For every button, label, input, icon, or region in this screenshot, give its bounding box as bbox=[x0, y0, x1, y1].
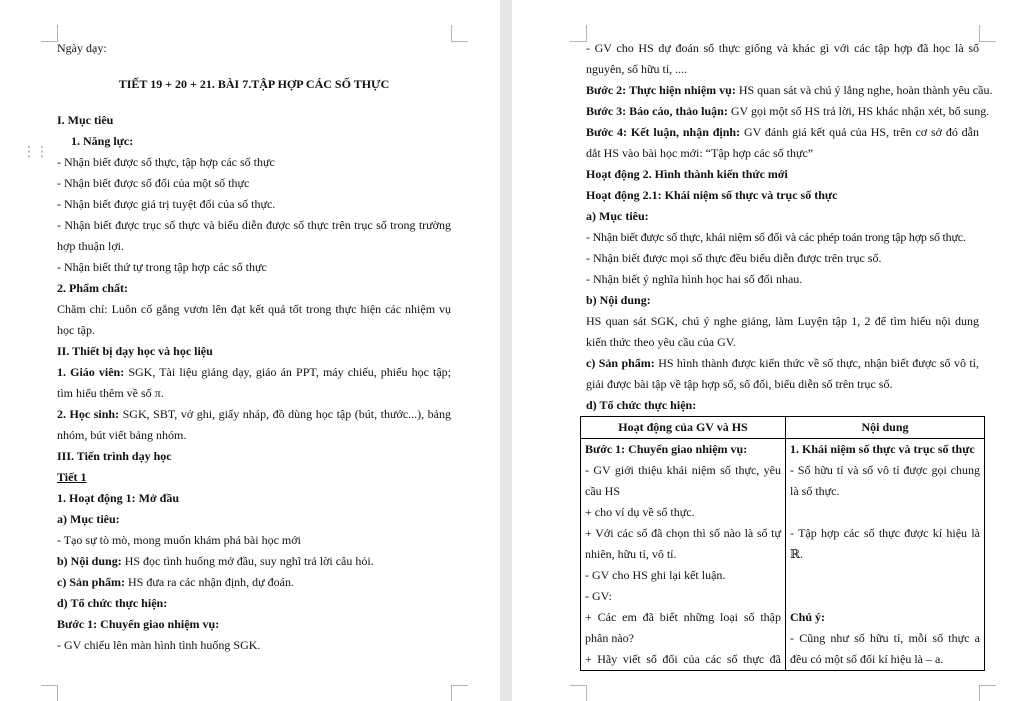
table-header-row bbox=[581, 417, 985, 439]
step1-label: Bước 1: Chuyển giao nhiệm vụ: bbox=[57, 617, 220, 631]
product-label: c) Sản phẩm: bbox=[57, 575, 126, 589]
crop-mark bbox=[979, 25, 996, 42]
lesson-title: TIẾT 19 + 20 + 21. BÀI 7.TẬP HỢP CÁC SỐ THỰC bbox=[118, 77, 390, 91]
table-header: Hoạt động của GV và HS bbox=[581, 417, 786, 439]
document-page-left bbox=[0, 0, 500, 701]
lesson-heading: Tiết 1 bbox=[57, 470, 87, 484]
activity21-heading: Hoạt động 2.1: Khái niệm số thực và trục số thực bbox=[586, 188, 838, 202]
competence-item: hợp thuận lợi. bbox=[57, 239, 125, 253]
intro-line: - GV cho HS dự đoán số thực giống và khác gì với các tập hợp đã học là số bbox=[586, 41, 979, 55]
step2-line bbox=[586, 80, 993, 101]
product-line bbox=[57, 572, 451, 593]
objective-item: - Nhận biết được số thực, khái niệm số đối và các phép toán trong tập hợp số thực. bbox=[586, 230, 966, 244]
table-header: Nội dung bbox=[786, 417, 985, 439]
quality-line: Chăm chỉ: Luôn cố gắng vươn lên đạt kết quả tốt trong thực hiện các nhiệm vụ bbox=[57, 302, 451, 316]
teacher-label: 1. Giáo viên: bbox=[57, 365, 125, 379]
right-page-content bbox=[585, 38, 993, 671]
organization-label: d) Tổ chức thực hiện: bbox=[57, 596, 168, 610]
competence-item: - Nhận biết thứ tự trong tập hợp các số thực bbox=[57, 260, 267, 274]
student-line bbox=[57, 404, 451, 425]
table-cell-line bbox=[790, 565, 980, 586]
step2-text: HS quan sát và chú ý lắng nghe, hoàn thành yêu cầu. bbox=[735, 83, 993, 97]
document-page-right bbox=[512, 0, 1011, 701]
step1-text: - GV chiếu lên màn hình tình huống SGK. bbox=[57, 638, 261, 652]
product-line bbox=[586, 353, 979, 374]
drag-handle-icon[interactable]: ⋮⋮ bbox=[22, 144, 48, 160]
table-cell-line bbox=[790, 586, 980, 607]
step3-label: Bước 3: Báo cáo, thảo luận: bbox=[586, 104, 728, 118]
crop-mark bbox=[41, 25, 58, 42]
competence-item: - Nhận biết được số đối của một số thực bbox=[57, 176, 250, 190]
product-text: HS hình thành được kiến thức về số thực, nhận biết được số vô tỉ, bbox=[654, 356, 979, 370]
competence-item: - Nhận biết được giá trị tuyệt đối của số thực. bbox=[57, 197, 276, 211]
product-text: giải được bài tập về tập hợp số, số đối, biểu diễn số trên trục số. bbox=[586, 377, 893, 391]
product-text: HS đưa ra các nhận định, dự đoán. bbox=[125, 575, 294, 589]
step4-text: dắt HS vào bài học mới: “Tập hợp các số thực” bbox=[586, 146, 814, 160]
table-cell-line: đều có một số đối kí hiệu là – a. bbox=[790, 652, 944, 666]
student-text: SGK, SBT, vở ghi, giấy nháp, đồ dùng học tập (bút, thước...), bảng bbox=[119, 407, 452, 421]
quality-heading: 2. Phẩm chất: bbox=[57, 281, 128, 295]
teacher-text: tìm hiểu thêm về số π. bbox=[57, 386, 164, 400]
crop-mark bbox=[41, 685, 58, 701]
crop-mark bbox=[979, 685, 996, 701]
table-cell-line: 1. Khái niệm số thực và trục số thực bbox=[790, 442, 975, 456]
table-cell-line: - GV: bbox=[585, 589, 612, 603]
table-cell-line: Chú ý: bbox=[790, 610, 826, 624]
process-heading: III. Tiến trình dạy học bbox=[57, 449, 172, 463]
step4-line bbox=[586, 122, 979, 143]
table-cell-line: Bước 1: Chuyển giao nhiệm vụ: bbox=[585, 442, 748, 456]
crop-mark bbox=[451, 685, 468, 701]
crop-mark bbox=[451, 25, 468, 42]
step4-text: GV đánh giá kết quả của HS, trên cơ sở đó dẫn bbox=[740, 125, 979, 139]
objective-label: a) Mục tiêu: bbox=[586, 209, 649, 223]
activity-table bbox=[580, 416, 985, 671]
objective-text: - Tạo sự tò mò, mong muốn khám phá bài học mới bbox=[57, 533, 301, 547]
competence-item: - Nhận biết được số thực, tập hợp các số thực bbox=[57, 155, 275, 169]
left-page-content bbox=[57, 38, 451, 656]
objective-item: - Nhận biết được mọi số thực đều biểu diễn được trên trục số. bbox=[586, 251, 882, 265]
crop-mark bbox=[570, 25, 587, 42]
table-cell-line: nhiên, hữu tỉ, vô tỉ. bbox=[585, 547, 677, 561]
table-cell-content bbox=[786, 439, 985, 671]
student-label: 2. Học sinh: bbox=[57, 407, 120, 421]
table-cell-line: - GV cho HS ghi lại kết luận. bbox=[585, 568, 726, 582]
page-gap bbox=[500, 0, 512, 701]
intro-line: nguyên, số hữu tỉ, .... bbox=[586, 62, 688, 76]
table-cell-line: phân nào? bbox=[585, 631, 634, 645]
organization-label: d) Tổ chức thực hiện: bbox=[586, 398, 697, 412]
table-cell-line: ℝ. bbox=[790, 547, 803, 561]
objective-label: a) Mục tiêu: bbox=[57, 512, 120, 526]
competence-heading: 1. Năng lực: bbox=[71, 134, 134, 148]
teacher-text: SGK, Tài liệu giảng dạy, giáo án PPT, máy chiếu, phiếu học tập; bbox=[124, 365, 451, 379]
quality-line: học tập. bbox=[57, 323, 95, 337]
table-cell-line: - Tập hợp các số thực được kí hiệu là bbox=[790, 526, 980, 540]
content-text: HS đọc tình huống mở đầu, suy nghĩ trả lời câu hỏi. bbox=[121, 554, 374, 568]
activity2-heading: Hoạt động 2. Hình thành kiến thức mới bbox=[586, 167, 788, 181]
competence-item: - Nhận biết được trục số thực và biểu diễn được số thực trên trục số trong trường bbox=[57, 218, 451, 232]
activity1-heading: 1. Hoạt động 1: Mở đầu bbox=[57, 491, 179, 505]
step3-text: GV gọi một số HS trả lời, HS khác nhận xét, bổ sung. bbox=[727, 104, 990, 118]
student-text: nhóm, bút viết bảng nhóm. bbox=[57, 428, 187, 442]
date-label: Ngày dạy: bbox=[57, 41, 107, 55]
table-cell-line bbox=[790, 502, 980, 523]
table-cell-line: - Số hữu tỉ và số vô tỉ được gọi chung bbox=[790, 463, 980, 477]
crop-mark bbox=[570, 685, 587, 701]
objectives-heading: I. Mục tiêu bbox=[57, 113, 114, 127]
table-cell-line: là số thực. bbox=[790, 484, 840, 498]
table-cell-line: + Các em đã biết những loại số thập bbox=[585, 610, 781, 624]
content-line bbox=[57, 551, 451, 572]
equipment-heading: II. Thiết bị dạy học và học liệu bbox=[57, 344, 213, 358]
table-cell-line: - GV giới thiệu khái niệm số thực, yêu bbox=[585, 463, 781, 477]
product-label: c) Sản phẩm: bbox=[586, 356, 655, 370]
table-cell-line: + Hãy viết số đối của các số thực đã bbox=[585, 652, 781, 666]
content-line: kiến thức theo yêu cầu của GV. bbox=[586, 335, 736, 349]
table-cell-line: + cho ví dụ về số thực. bbox=[585, 505, 695, 519]
table-cell-activities bbox=[581, 439, 786, 671]
table-cell-line: - Cũng như số hữu tỉ, mỗi số thực a bbox=[790, 631, 980, 645]
step2-label: Bước 2: Thực hiện nhiệm vụ: bbox=[586, 83, 736, 97]
table-cell-line: cầu HS bbox=[585, 484, 620, 498]
step3-line bbox=[586, 101, 990, 122]
content-label: b) Nội dung: bbox=[586, 293, 651, 307]
table-cell-line: + Với các số đã chọn thì số nào là số tự bbox=[585, 526, 781, 540]
content-label: b) Nội dung: bbox=[57, 554, 122, 568]
teacher-line bbox=[57, 362, 451, 383]
objective-item: - Nhận biết ý nghĩa hình học hai số đối nhau. bbox=[586, 272, 803, 286]
step4-label: Bước 4: Kết luận, nhận định: bbox=[586, 125, 741, 139]
table-row bbox=[581, 439, 985, 671]
content-line: HS quan sát SGK, chú ý nghe giảng, làm Luyện tập 1, 2 để tìm hiểu nội dung bbox=[586, 314, 979, 328]
